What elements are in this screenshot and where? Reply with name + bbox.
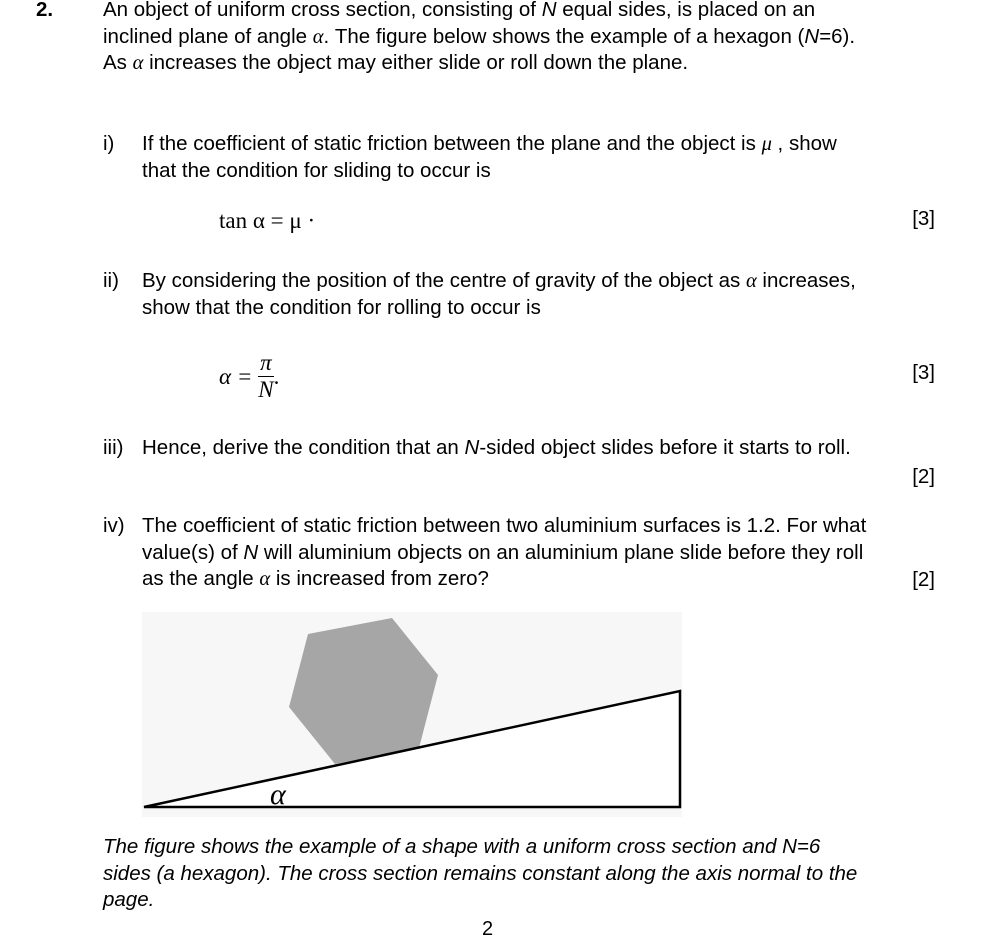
part-ii-label: ii)	[103, 269, 119, 292]
part-ii-text: By considering the position of the centre of gravity of the object as α increases, show that the condition for rolling to occur is	[142, 269, 856, 319]
sliding-condition-equation: tan α = μ ·	[219, 208, 316, 233]
angle-alpha-label: α	[270, 778, 286, 811]
part-iv-text: The coefficient of static friction between two aluminium surfaces is 1.2. For what value(s) of N will aluminium objects on an aluminium plane slide before they roll as the angle α is increased from zero?	[142, 514, 867, 590]
part-ii-marks: [3]	[912, 361, 935, 384]
part-iii-marks: [2]	[912, 465, 935, 488]
part-iii-text: Hence, derive the condition that an N-sided object slides before it starts to roll.	[142, 436, 851, 459]
question-number: 2.	[36, 0, 54, 21]
part-iv-label: iv)	[103, 514, 125, 537]
question-intro: An object of uniform cross section, consisting of N equal sides, is placed on an inclined plane of angle α. The figure below shows the example of a hexagon (N=6). As α increases the object may either slide or roll down the plane.	[103, 0, 856, 74]
part-i-marks: [3]	[912, 207, 935, 230]
inclined-plane-figure	[142, 612, 682, 817]
rolling-condition-equation: α = $\frac{\pi}{N}$ .	[219, 350, 280, 402]
figure-caption: The figure shows the example of a shape with a uniform cross section and N=6 sides (a hexagon). The cross section remains constant along the axis normal to the page.	[103, 835, 858, 911]
part-i-text: If the coefficient of static friction between the plane and the object is μ , show that the condition for sliding to occur is	[142, 132, 837, 182]
part-iii-label: iii)	[103, 436, 124, 459]
part-i-label: i)	[103, 132, 115, 155]
fraction-denominator: N	[258, 377, 274, 402]
fraction-numerator: π	[260, 350, 272, 375]
page-number: 2	[482, 918, 494, 940]
part-iv-marks: [2]	[912, 568, 935, 591]
